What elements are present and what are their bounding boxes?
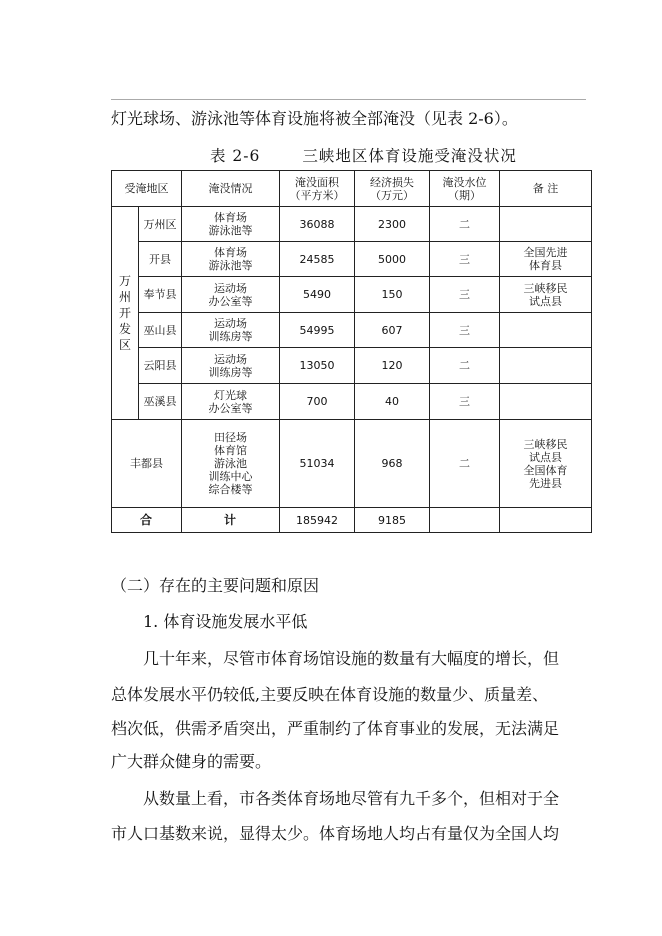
header-stage: 淹没水位 （期） (430, 171, 500, 207)
paragraph-line: 档次低，供需矛盾突出，严重制约了体育事业的发展，无法满足 (111, 719, 560, 738)
area-cell: 13050 (280, 348, 355, 384)
stage-cell: 三 (430, 384, 500, 420)
header-row (112, 171, 592, 207)
area-cell: 700 (280, 384, 355, 420)
header-flood: 淹没情况 (182, 171, 280, 207)
total-area: 185942 (280, 508, 355, 533)
paragraph-line: 广大群众健身的需要。 (111, 752, 272, 771)
flood-cell: 灯光球 办公室等 (182, 384, 280, 420)
table-row (112, 313, 592, 348)
table-row (112, 242, 592, 277)
loss-cell: 120 (355, 348, 430, 384)
table-title: 三峡地区体育设施受淹没状况 (302, 147, 517, 165)
total-stage-empty (430, 508, 500, 533)
county-cell: 巫溪县 (139, 384, 182, 420)
stage-cell: 三 (430, 242, 500, 277)
stage-cell: 二 (430, 348, 500, 384)
area-cell: 54995 (280, 313, 355, 348)
header-area: 淹没面积 （平方米） (280, 171, 355, 207)
stage-cell: 二 (430, 420, 500, 508)
table-number: 表 2-6 (210, 147, 261, 165)
table-row-fengdu (112, 420, 592, 508)
note-cell (500, 348, 592, 384)
note-cell (500, 313, 592, 348)
table-caption (210, 144, 517, 166)
loss-cell: 2300 (355, 207, 430, 242)
intro-line: 灯光球场、游泳池等体育设施将被全部淹没（见表 2-6）。 (111, 109, 518, 128)
total-label-b: 计 (182, 508, 280, 533)
flood-cell: 运动场 训练房等 (182, 313, 280, 348)
flood-cell: 体育场 游泳池等 (182, 242, 280, 277)
loss-cell: 150 (355, 277, 430, 313)
flood-cell: 运动场 办公室等 (182, 277, 280, 313)
loss-cell: 40 (355, 384, 430, 420)
note-cell: 三峡移民 试点县 (500, 277, 592, 313)
area-cell: 24585 (280, 242, 355, 277)
county-cell: 丰都县 (112, 420, 182, 508)
county-cell: 奉节县 (139, 277, 182, 313)
loss-cell: 5000 (355, 242, 430, 277)
paragraph-line: 几十年来，尽管市体育场馆设施的数量有大幅度的增长，但 (143, 649, 560, 668)
county-cell: 开县 (139, 242, 182, 277)
header-loss: 经济损失 （万元） (355, 171, 430, 207)
county-cell: 云阳县 (139, 348, 182, 384)
paragraph-line: 市人口基数来说，显得太少。体育场地人均占有量仅为全国人均 (111, 824, 560, 843)
stage-cell: 三 (430, 313, 500, 348)
header-rule (111, 99, 586, 100)
total-row (112, 508, 592, 533)
table-row (112, 277, 592, 313)
table-row (112, 384, 592, 420)
total-loss: 9185 (355, 508, 430, 533)
sub-heading: 1. 体育设施发展水平低 (143, 612, 308, 631)
area-cell: 36088 (280, 207, 355, 242)
header-region: 受淹地区 (112, 171, 182, 207)
area-cell: 51034 (280, 420, 355, 508)
note-cell: 三峡移民 试点县 全国体育 先进县 (500, 420, 592, 508)
table-row (112, 207, 592, 242)
group-label: 万 州 开 发 区 (112, 207, 139, 420)
flood-cell: 运动场 训练房等 (182, 348, 280, 384)
stage-cell: 二 (430, 207, 500, 242)
county-cell: 巫山县 (139, 313, 182, 348)
loss-cell: 968 (355, 420, 430, 508)
total-note-empty (500, 508, 592, 533)
note-cell: 全国先进 体育县 (500, 242, 592, 277)
loss-cell: 607 (355, 313, 430, 348)
total-label-a: 合 (112, 508, 182, 533)
table-row (112, 348, 592, 384)
note-cell (500, 207, 592, 242)
flood-cell: 田径场 体育馆 游泳池 训练中心 综合楼等 (182, 420, 280, 508)
stage-cell: 三 (430, 277, 500, 313)
section-heading: （二）存在的主要问题和原因 (111, 576, 320, 595)
flood-cell: 体育场 游泳池等 (182, 207, 280, 242)
paragraph-line: 总体发展水平仍较低,主要反映在体育设施的数量少、质量差、 (111, 685, 549, 704)
header-note: 备 注 (500, 171, 592, 207)
note-cell (500, 384, 592, 420)
paragraph-line: 从数量上看，市各类体育场地尽管有九千多个，但相对于全 (143, 789, 560, 808)
county-cell: 万州区 (139, 207, 182, 242)
flood-table (111, 170, 592, 533)
area-cell: 5490 (280, 277, 355, 313)
